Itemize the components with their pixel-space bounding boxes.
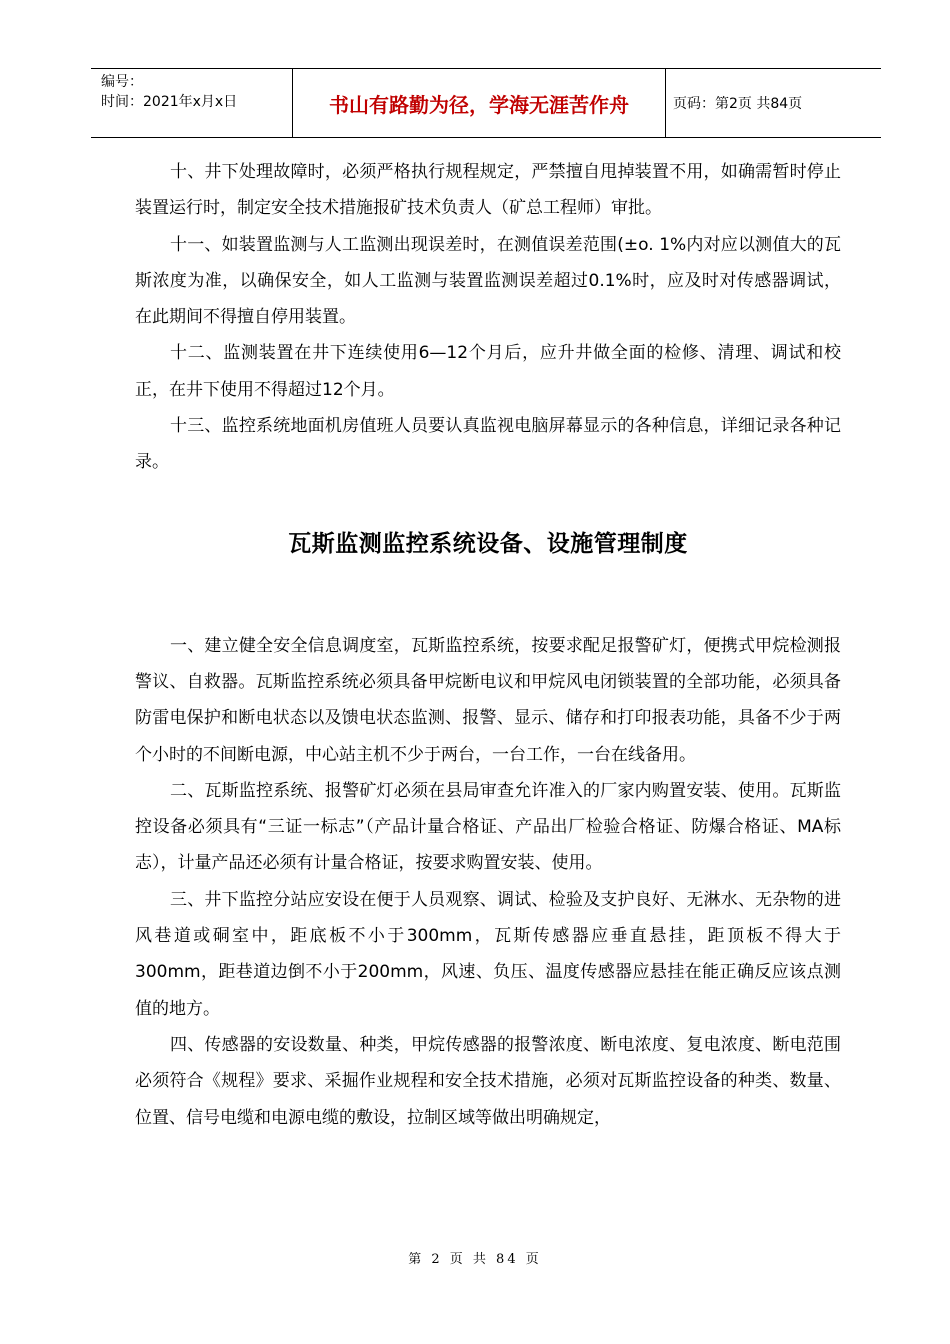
paragraph: 十三、监控系统地面机房值班人员要认真监视电脑屏幕显示的各种信息，详细记录各种记录。 [135,416,841,473]
header-page-number: 页码：第2页 共84页 [673,96,803,112]
header-motto: 书山有路勤为径，学海无涯苦作舟 [329,92,629,117]
page-header [91,68,881,138]
document-number-label: 编号： [101,74,143,90]
paragraph: 三、井下监控分站应安设在便于人员观察、调试、检验及支护良好、无淋水、无杂物的进风巷道或硐室中，距底板不小于300mm，瓦斯传感器应垂直悬挂，距顶板不得大于300mm，距巷道边倒不小于200mm，风速、负压、温度传感器应悬挂在能正确反应该点测值的地方。 [135,889,841,1019]
paragraph: 十一、如装置监测与人工监测出现误差时，在测值误差范围(±o. 1%内对应以测值大的瓦斯浓度为准，以确保安全，如人工监测与装置监测误差超过0.1%时，应及时对传感器调试，在此期间不得擅自停用装置。 [135,234,841,328]
paragraph: 十二、监测装置在井下连续使用6—12个月后，应升井做全面的检修、清理、调试和校正，在井下使用不得超过12个月。 [135,343,841,400]
page-footer: 第 2 页 共 84 页 [408,1252,542,1267]
spacer [135,558,841,628]
paragraph: 四、传感器的安设数量、种类，甲烷传感器的报警浓度、断电浓度、复电浓度、断电范围必须符合《规程》要求、采掘作业规程和安全技术措施，必须对瓦斯监控设备的种类、数量、位置、信号电缆和电源电缆的敷设，拉制区域等做出明确规定， [135,1034,841,1128]
document-body [135,154,841,1136]
section-title: 瓦斯监测监控系统设备、设施管理制度 [288,530,688,557]
header-meta [101,72,237,112]
paragraph: 二、瓦斯监控系统、报警矿灯必须在县局审查允许准入的厂家内购置安装、使用。瓦斯监控设备必须具有“三证一标志”（产品计量合格证、产品出厂检验合格证、防爆合格证、MA标志），计量产品还必须有计量合格证，按要求购置安装、使用。 [135,780,841,874]
paragraph: 十、井下处理故障时，必须严格执行规程规定，严禁擅自甩掉装置不用，如确需暂时停止装置运行时，制定安全技术措施报矿技术负责人（矿总工程师）审批。 [135,162,841,219]
header-divider [665,69,666,137]
paragraph: 一、建立健全安全信息调度室，瓦斯监控系统，按要求配足报警矿灯，便携式甲烷检测报警议、自救器。瓦斯监控系统必须具备甲烷断电议和甲烷风电闭锁装置的全部功能，必须具备防雷电保护和断电状态以及馈电状态监测、报警、显示、储存和打印报表功能，具备不少于两个小时的不间断电源，中心站主机不少于两台，一台工作，一台在线备用。 [135,635,841,765]
spacer [135,481,841,525]
document-time-label: 时间：2021年x月x日 [101,94,238,110]
